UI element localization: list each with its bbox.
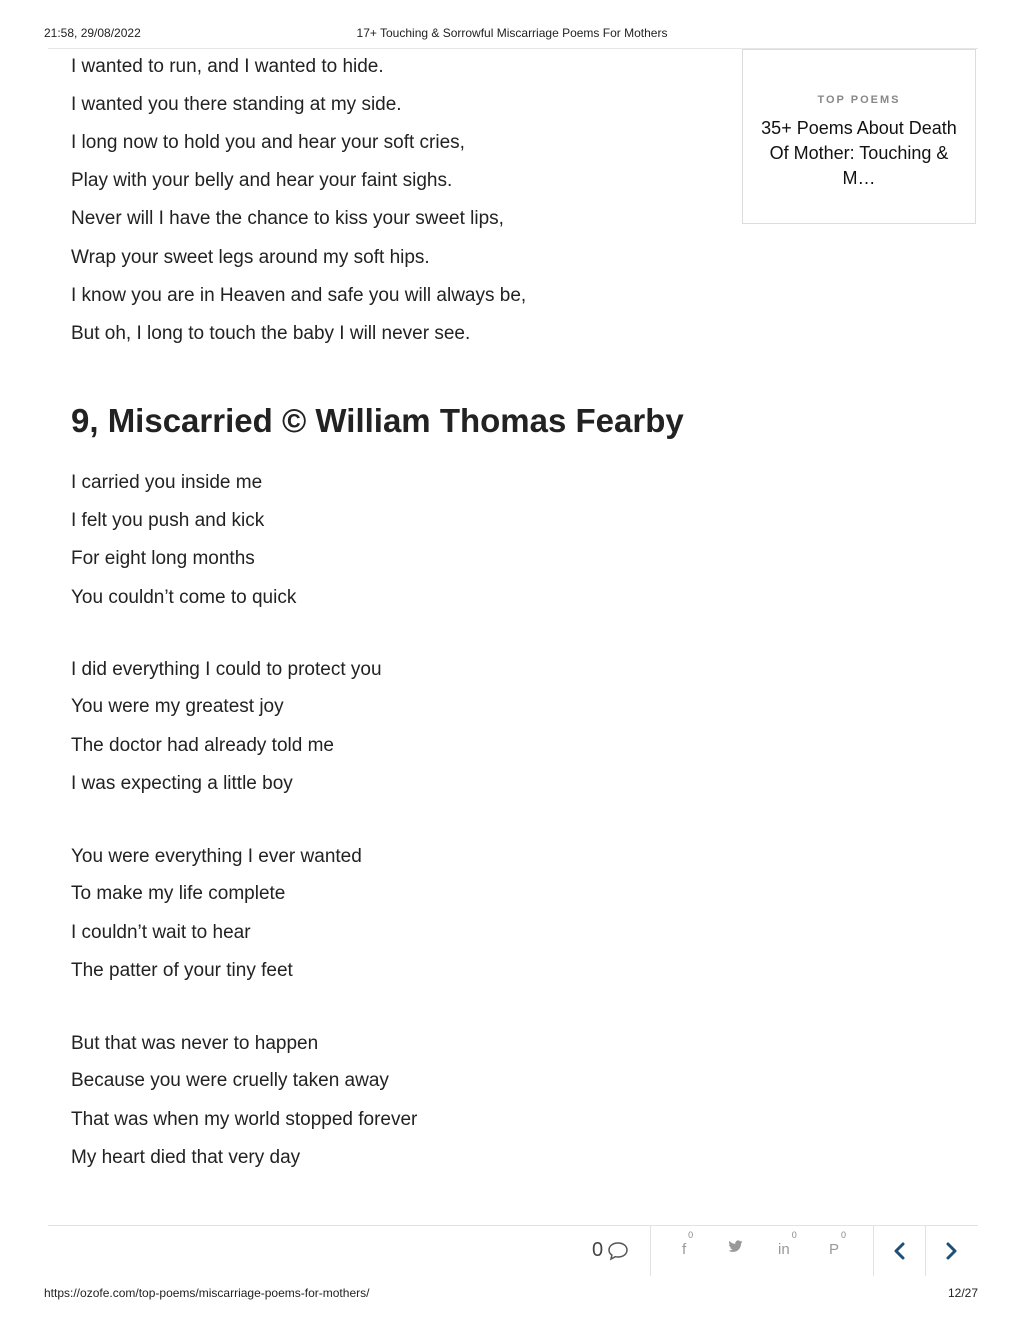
poem-line: You couldn’t come to quick <box>71 587 297 608</box>
facebook-icon: f <box>682 1241 687 1258</box>
poem-line: For eight long months <box>71 548 255 569</box>
top-poems-label: TOP POEMS <box>817 94 901 106</box>
poem-line: I was expecting a little boy <box>71 773 293 794</box>
poem-line: You were everything I ever wanted <box>71 846 362 867</box>
poem-line: But that was never to happen <box>71 1033 319 1054</box>
linkedin-share-button[interactable] <box>778 1230 797 1258</box>
poem-heading: 9, Miscarried © William Thomas Fearby <box>71 402 684 439</box>
linkedin-icon: in <box>778 1241 790 1258</box>
poem-line: The patter of your tiny feet <box>71 960 293 981</box>
chevron-right-icon <box>940 1240 962 1262</box>
comment-icon <box>607 1241 629 1261</box>
bar-separator <box>925 1226 926 1276</box>
poem-line: I did everything I could to protect you <box>71 659 382 680</box>
print-url: https://ozofe.com/top-poems/miscarriage-poems-for-mothers/ <box>44 1286 370 1300</box>
pinterest-count: 0 <box>841 1230 847 1240</box>
share-bar <box>0 1226 1024 1278</box>
poem-line: Wrap your sweet legs around my soft hips. <box>71 247 430 268</box>
poem-line: Play with your belly and hear your faint sighs. <box>71 170 453 191</box>
pinterest-icon: P <box>829 1241 840 1258</box>
twitter-icon <box>728 1240 743 1253</box>
poem-line: Never will I have the chance to kiss your sweet lips, <box>71 208 504 229</box>
poem-line: But oh, I long to touch the baby I will never see. <box>71 323 471 344</box>
poem-line: I couldn’t wait to hear <box>71 922 251 943</box>
linkedin-count: 0 <box>791 1230 797 1240</box>
poem-line: I felt you push and kick <box>71 510 265 531</box>
poem-line: My heart died that very day <box>71 1147 301 1168</box>
print-page-title: 17+ Touching & Sorrowful Miscarriage Poems For Mothers <box>356 26 668 40</box>
facebook-count: 0 <box>688 1230 694 1240</box>
print-datetime: 21:58, 29/08/2022 <box>44 26 141 40</box>
previous-button[interactable] <box>889 1240 911 1262</box>
pinterest-share-button[interactable] <box>829 1230 847 1258</box>
bar-separator <box>873 1226 874 1276</box>
poem-line: I carried you inside me <box>71 472 263 493</box>
next-button[interactable] <box>940 1240 962 1262</box>
poem-line: I long now to hold you and hear your soft cries, <box>71 132 465 153</box>
poem-line: The doctor had already told me <box>71 735 334 756</box>
print-header <box>0 0 1024 40</box>
print-page-number: 12/27 <box>947 1286 978 1300</box>
poem-line: Because you were cruelly taken away <box>71 1070 389 1091</box>
comments-button[interactable] <box>592 1239 629 1262</box>
comment-count: 0 <box>592 1239 604 1261</box>
poem-line: To make my life complete <box>71 883 286 904</box>
poem-line: I wanted to run, and I wanted to hide. <box>71 56 384 77</box>
chevron-left-icon <box>889 1240 911 1262</box>
poem-line: I wanted you there standing at my side. <box>71 94 402 115</box>
bar-separator <box>650 1226 651 1276</box>
top-poems-widget <box>742 49 976 224</box>
facebook-share-button[interactable] <box>682 1230 694 1258</box>
top-poem-link[interactable]: 35+ Poems About Death Of Mother: Touching & M… <box>761 118 957 188</box>
poem-line: That was when my world stopped forever <box>71 1109 418 1130</box>
twitter-share-button[interactable] <box>728 1240 743 1257</box>
poem-line: I know you are in Heaven and safe you will always be, <box>71 285 527 306</box>
poem-line: You were my greatest joy <box>71 696 284 717</box>
